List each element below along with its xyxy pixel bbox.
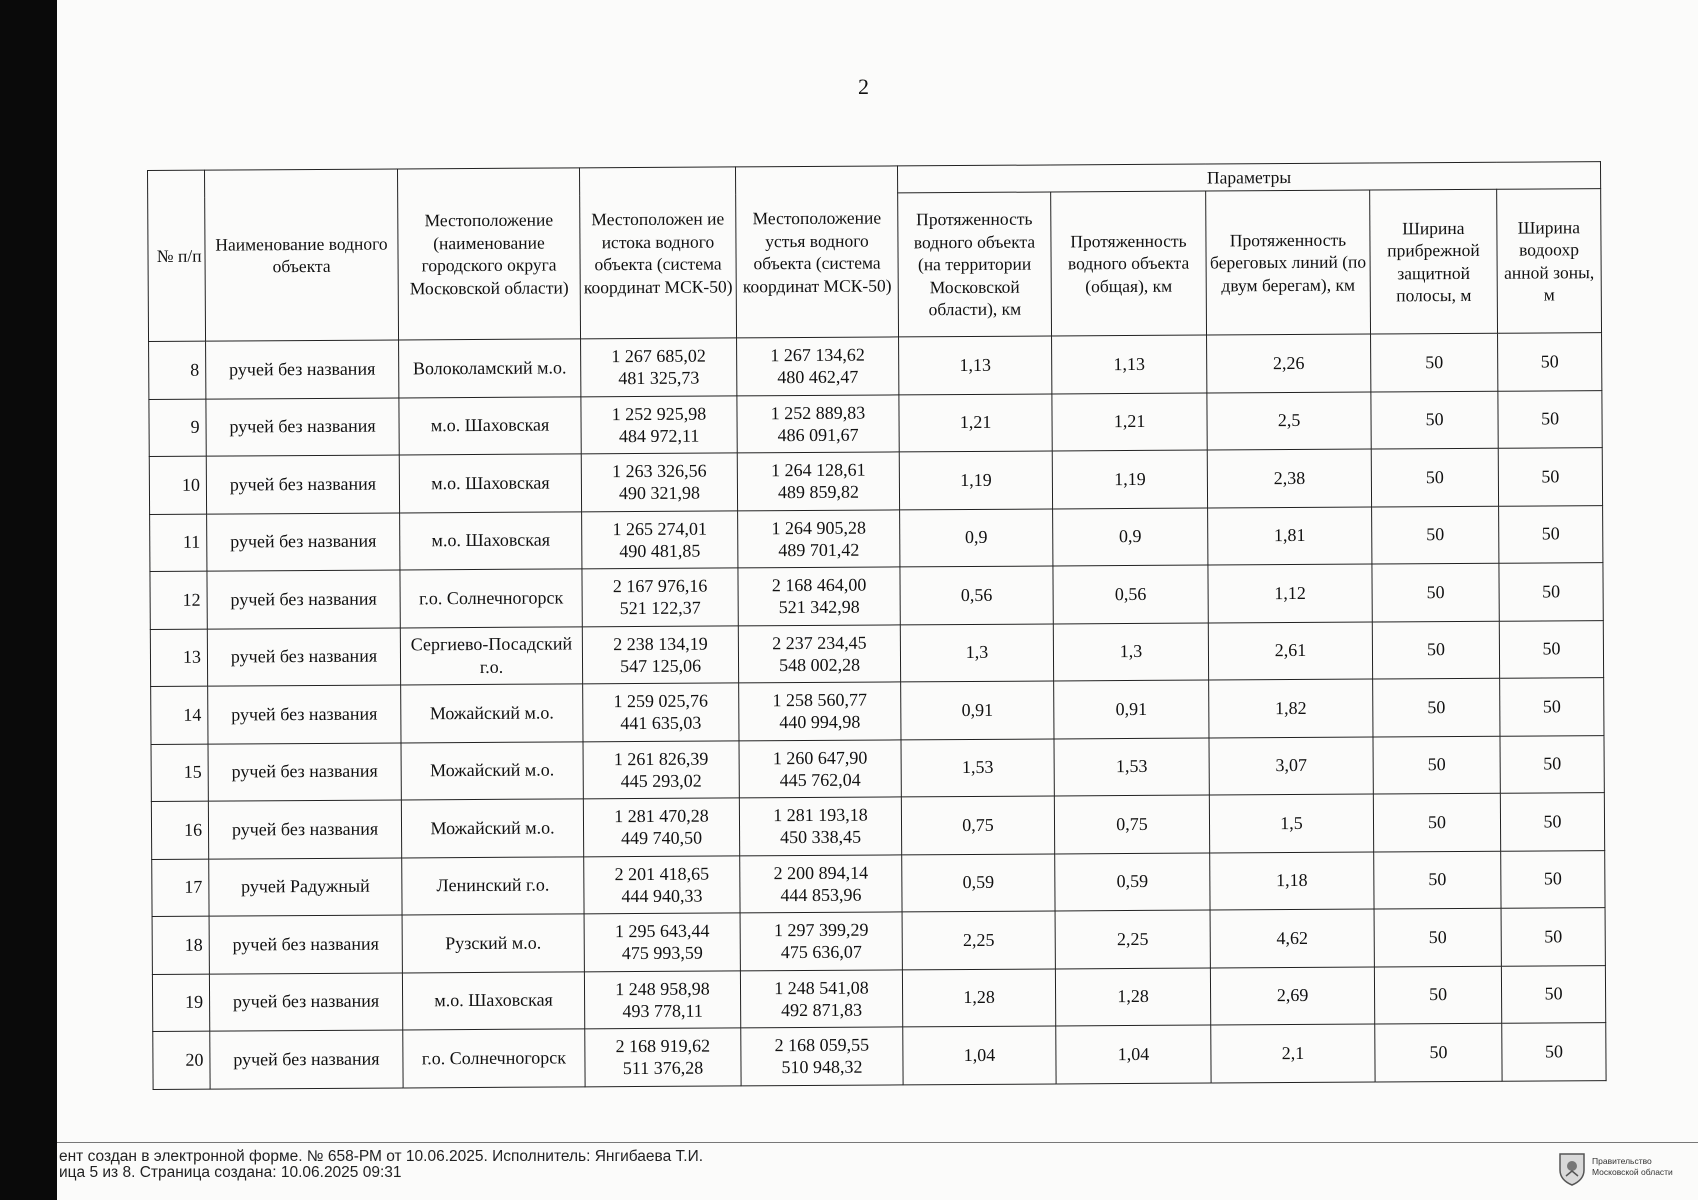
- header-num: № п/п: [148, 170, 206, 341]
- source-y: 521 122,37: [619, 597, 701, 619]
- mouth-x: 2 168 464,00: [771, 574, 867, 596]
- header-name: Наименование водного объекта: [205, 169, 399, 341]
- source-x: 1 281 470,28: [614, 805, 709, 827]
- cell-name: ручей без названия: [206, 455, 399, 514]
- cell-mouth: [737, 337, 899, 395]
- cell-source: [584, 970, 740, 1028]
- mouth-y: 489 701,42: [778, 539, 860, 560]
- mouth-x: 1 248 541,08: [774, 977, 869, 998]
- cell-location: м.о. Шаховская: [399, 396, 581, 455]
- header-length-mo: Протяженность водного объекта (на территории Московской области), км: [898, 192, 1052, 337]
- cell-num: 11: [150, 514, 207, 572]
- header-params-group: Параметры: [897, 162, 1600, 193]
- table-row: [153, 1023, 1606, 1089]
- cell-strip: 50: [1371, 391, 1498, 449]
- cell-length-total: 0,56: [1053, 565, 1208, 623]
- mouth-x: 1 260 647,90: [772, 747, 868, 768]
- source-y: 475 993,59: [621, 942, 703, 964]
- cell-mouth: [739, 739, 901, 797]
- cell-length-total: 0,91: [1054, 680, 1209, 738]
- cell-name: ручей без названия: [206, 340, 399, 399]
- mouth-x: 1 297 399,29: [773, 919, 869, 941]
- header-water-zone: Ширина водоохр анной зоны, м: [1497, 189, 1602, 334]
- cell-length-mo: 1,28: [902, 968, 1055, 1026]
- cell-source: [581, 395, 737, 453]
- mouth-y: 510 948,32: [781, 1056, 863, 1078]
- cell-length-mo: 1,3: [900, 623, 1053, 681]
- cell-length-total: 0,59: [1055, 853, 1210, 911]
- header-shore-length: Протяженность береговых линий (по двум берегам), км: [1206, 190, 1371, 335]
- footer-divider: [57, 1142, 1698, 1143]
- cell-strip: 50: [1373, 678, 1500, 736]
- cell-length-total: 1,53: [1054, 738, 1209, 796]
- source-x: 1 252 925,98: [611, 403, 707, 424]
- cell-length-total: 1,19: [1052, 450, 1207, 508]
- cell-mouth: [738, 624, 900, 682]
- cell-location: Ленинский г.о.: [402, 856, 584, 915]
- mouth-y: 489 859,82: [777, 481, 860, 503]
- source-y: 484 972,11: [618, 425, 700, 446]
- cell-source: [583, 683, 739, 741]
- mouth-y: 445 762,04: [779, 769, 861, 790]
- cell-strip: 50: [1373, 793, 1500, 851]
- cell-mouth: [739, 797, 901, 855]
- cell-num: 20: [153, 1031, 210, 1089]
- header-location: Местоположение (наименование городского округа Московской области): [397, 168, 580, 340]
- cell-num: 18: [152, 916, 209, 974]
- cell-mouth: [737, 452, 899, 510]
- source-y: 441 635,03: [620, 712, 702, 734]
- cell-length-mo: 1,53: [901, 738, 1054, 796]
- table-row: [150, 563, 1603, 629]
- cell-length-mo: 1,21: [899, 393, 1052, 451]
- mouth-x: 1 252 889,83: [770, 402, 866, 423]
- cell-strip: 50: [1371, 333, 1498, 391]
- cell-source: [584, 913, 740, 971]
- cell-length-total: 1,13: [1052, 335, 1207, 393]
- cell-strip: 50: [1372, 621, 1499, 679]
- mouth-x: 1 264 905,28: [771, 517, 867, 538]
- cell-source: [582, 568, 738, 626]
- cell-mouth: [738, 509, 900, 567]
- cell-shore: 1,82: [1209, 679, 1373, 738]
- mouth-y: 486 091,67: [777, 424, 859, 445]
- cell-zone: 50: [1500, 735, 1604, 793]
- cell-zone: 50: [1500, 793, 1604, 851]
- cell-shore: 2,26: [1207, 334, 1371, 393]
- cell-num: 15: [151, 744, 208, 802]
- source-y: 490 481,85: [619, 540, 701, 561]
- table-row: [149, 448, 1602, 514]
- cell-zone: 50: [1499, 505, 1603, 563]
- table-row: [152, 965, 1605, 1031]
- cell-location: Рузский м.о.: [402, 914, 584, 973]
- cell-zone: 50: [1501, 965, 1605, 1023]
- mouth-x: 1 281 193,18: [773, 804, 868, 826]
- cell-name: ручей без названия: [208, 742, 401, 801]
- table-row: [152, 850, 1605, 916]
- table-row: [151, 735, 1604, 801]
- cell-length-mo: 0,9: [900, 508, 1053, 566]
- cell-mouth: [739, 682, 901, 740]
- cell-strip: 50: [1373, 736, 1500, 794]
- cell-length-total: 1,21: [1052, 393, 1207, 451]
- source-x: 2 238 134,19: [613, 633, 708, 654]
- cell-num: 16: [151, 801, 208, 859]
- gov-logo: [1556, 1152, 1696, 1192]
- source-y: 493 778,11: [622, 1000, 703, 1021]
- cell-length-total: 0,75: [1054, 795, 1209, 853]
- cell-length-mo: 1,13: [899, 336, 1052, 394]
- source-x: 1 267 685,02: [611, 345, 706, 367]
- gov-logo-line-1: Правительство: [1592, 1156, 1652, 1166]
- cell-zone: 50: [1499, 563, 1603, 621]
- mouth-x: 1 267 134,62: [770, 344, 865, 366]
- cell-location: м.о. Шаховская: [399, 454, 581, 513]
- cell-name: ручей без названия: [207, 512, 400, 571]
- cell-shore: 1,5: [1209, 794, 1373, 853]
- cell-num: 10: [149, 456, 206, 514]
- source-y: 444 940,33: [621, 885, 703, 906]
- mouth-y: 548 002,28: [778, 654, 861, 675]
- cell-length-mo: 0,91: [901, 681, 1054, 739]
- cell-source: [584, 855, 740, 913]
- cell-source: [581, 453, 737, 511]
- table-row: [149, 390, 1602, 456]
- cell-strip: 50: [1374, 966, 1501, 1024]
- cell-strip: 50: [1371, 448, 1498, 506]
- gov-logo-text: [1592, 1156, 1673, 1178]
- mouth-x: 2 168 059,55: [774, 1034, 870, 1056]
- cell-name: ручей без названия: [209, 972, 402, 1031]
- source-y: 511 376,28: [622, 1057, 704, 1079]
- cell-num: 13: [150, 629, 207, 687]
- cell-length-mo: 0,75: [901, 796, 1054, 854]
- cell-shore: 3,07: [1209, 737, 1373, 796]
- table-row: [151, 793, 1604, 859]
- cell-shore: 2,69: [1210, 967, 1374, 1026]
- cell-num: 14: [151, 686, 208, 744]
- cell-zone: 50: [1502, 1023, 1606, 1081]
- cell-length-mo: 1,19: [899, 451, 1052, 509]
- cell-strip: 50: [1375, 1023, 1502, 1081]
- table-row: [149, 333, 1602, 399]
- cell-strip: 50: [1374, 851, 1501, 909]
- cell-name: ручей без названия: [208, 685, 401, 744]
- mouth-y: 480 462,47: [777, 366, 859, 388]
- cell-name: ручей Радужный: [209, 857, 402, 916]
- table-header: [148, 162, 1602, 342]
- header-length-total: Протяженность водного объекта (общая), км: [1051, 191, 1207, 336]
- cell-mouth: [740, 854, 902, 912]
- cell-location: Можайский м.о.: [401, 684, 583, 743]
- cell-mouth: [740, 969, 902, 1027]
- table-row: [151, 678, 1604, 744]
- table-row: [150, 505, 1603, 571]
- cell-source: [582, 625, 738, 683]
- coat-of-arms-icon: [1556, 1152, 1588, 1186]
- source-x: 1 259 025,76: [613, 690, 709, 712]
- cell-length-total: 1,04: [1056, 1025, 1211, 1083]
- source-y: 445 293,02: [620, 770, 702, 791]
- header-mouth: Местоположение устья водного объекта (система координат МСК-50): [735, 166, 898, 338]
- source-x: 2 168 919,62: [615, 1035, 711, 1057]
- cell-zone: 50: [1499, 620, 1603, 678]
- cell-length-mo: 0,56: [900, 566, 1053, 624]
- source-y: 547 125,06: [619, 655, 702, 676]
- cell-shore: 2,1: [1211, 1024, 1375, 1083]
- cell-location: м.о. Шаховская: [402, 971, 584, 1030]
- cell-num: 9: [149, 399, 206, 457]
- cell-strip: 50: [1372, 563, 1499, 621]
- cell-length-mo: 1,04: [903, 1026, 1056, 1084]
- cell-length-total: 1,3: [1053, 623, 1208, 681]
- cell-strip: 50: [1374, 908, 1501, 966]
- table-body: [149, 333, 1607, 1089]
- cell-zone: 50: [1500, 678, 1604, 736]
- source-x: 1 261 826,39: [613, 748, 709, 769]
- footer-stamp: [59, 1149, 703, 1181]
- cell-name: ручей без названия: [209, 915, 402, 974]
- cell-mouth: [741, 1027, 903, 1085]
- cell-shore: 2,38: [1207, 449, 1371, 508]
- cell-shore: 1,18: [1210, 852, 1374, 911]
- mouth-y: 521 342,98: [778, 596, 860, 618]
- cell-source: [583, 740, 739, 798]
- cell-strip: 50: [1372, 506, 1499, 564]
- source-y: 449 740,50: [621, 827, 703, 849]
- mouth-y: 440 994,98: [779, 711, 861, 733]
- cell-zone: 50: [1498, 390, 1602, 448]
- cell-length-mo: 2,25: [902, 911, 1055, 969]
- cell-mouth: [738, 567, 900, 625]
- cell-zone: 50: [1501, 850, 1605, 908]
- mouth-y: 444 853,96: [780, 884, 862, 905]
- footer-line-2: ица 5 из 8. Страница создана: 10.06.2025 09:31: [59, 1164, 402, 1181]
- source-x: 1 295 643,44: [614, 920, 710, 942]
- water-objects-table: [147, 161, 1607, 1089]
- mouth-x: 1 258 560,77: [772, 689, 868, 711]
- cell-num: 19: [152, 974, 209, 1032]
- cell-source: [582, 510, 738, 568]
- source-x: 1 265 274,01: [612, 518, 708, 539]
- cell-name: ручей без названия: [210, 1030, 403, 1089]
- cell-shore: 4,62: [1210, 909, 1374, 968]
- cell-name: ручей без названия: [206, 397, 399, 456]
- cell-location: Можайский м.о.: [401, 741, 583, 800]
- table-row: [150, 620, 1603, 686]
- mouth-x: 1 264 128,61: [771, 459, 866, 481]
- gov-logo-line-2: Московской области: [1592, 1167, 1673, 1177]
- cell-location: Волоколамский м.о.: [399, 339, 581, 398]
- cell-shore: 1,12: [1208, 564, 1372, 623]
- cell-zone: 50: [1498, 333, 1602, 391]
- source-y: 481 325,73: [618, 367, 700, 389]
- source-x: 2 201 418,65: [614, 863, 710, 884]
- table-row: [152, 908, 1605, 974]
- mouth-y: 492 871,83: [781, 999, 863, 1020]
- cell-zone: 50: [1498, 448, 1602, 506]
- source-x: 1 248 958,98: [615, 978, 710, 999]
- cell-name: ручей без названия: [208, 800, 401, 859]
- cell-source: [581, 338, 737, 396]
- cell-location: г.о. Солнечногорск: [403, 1029, 585, 1088]
- cell-location: Можайский м.о.: [401, 799, 583, 858]
- cell-shore: 1,81: [1208, 507, 1372, 566]
- scan-left-edge: [0, 0, 57, 1200]
- cell-shore: 2,61: [1208, 622, 1372, 681]
- cell-zone: 50: [1501, 908, 1605, 966]
- mouth-x: 2 237 234,45: [772, 632, 867, 653]
- cell-shore: 2,5: [1207, 392, 1371, 451]
- cell-location: м.о. Шаховская: [400, 511, 582, 570]
- cell-num: 12: [150, 571, 207, 629]
- cell-mouth: [740, 912, 902, 970]
- mouth-y: 475 636,07: [780, 941, 862, 963]
- cell-length-total: 2,25: [1055, 910, 1210, 968]
- cell-source: [585, 1028, 741, 1086]
- source-x: 2 167 976,16: [612, 575, 708, 597]
- source-x: 1 263 326,56: [612, 460, 707, 482]
- mouth-x: 2 200 894,14: [773, 862, 869, 883]
- cell-mouth: [737, 394, 899, 452]
- cell-num: 8: [149, 341, 206, 399]
- source-y: 490 321,98: [618, 482, 701, 504]
- footer-line-1: ент создан в электронной форме. № 658-РМ от 10.06.2025. Исполнитель: Янгибаева Т.И.: [59, 1148, 704, 1165]
- cell-num: 17: [152, 859, 209, 917]
- cell-name: ручей без названия: [207, 570, 400, 629]
- cell-length-mo: 0,59: [902, 853, 1055, 911]
- header-source: Местоположен ие истока водного объекта (система координат МСК-50): [579, 167, 736, 339]
- cell-source: [583, 798, 739, 856]
- cell-location: г.о. Солнечногорск: [400, 569, 582, 628]
- cell-length-total: 1,28: [1055, 968, 1210, 1026]
- cell-location: Сергиево-Посадский г.о.: [400, 626, 582, 685]
- mouth-y: 450 338,45: [780, 826, 862, 848]
- cell-name: ручей без названия: [207, 627, 400, 686]
- page-number: 2: [858, 74, 869, 99]
- cell-length-total: 0,9: [1053, 508, 1208, 566]
- header-coastal-strip: Ширина прибрежной защитной полосы, м: [1370, 189, 1498, 334]
